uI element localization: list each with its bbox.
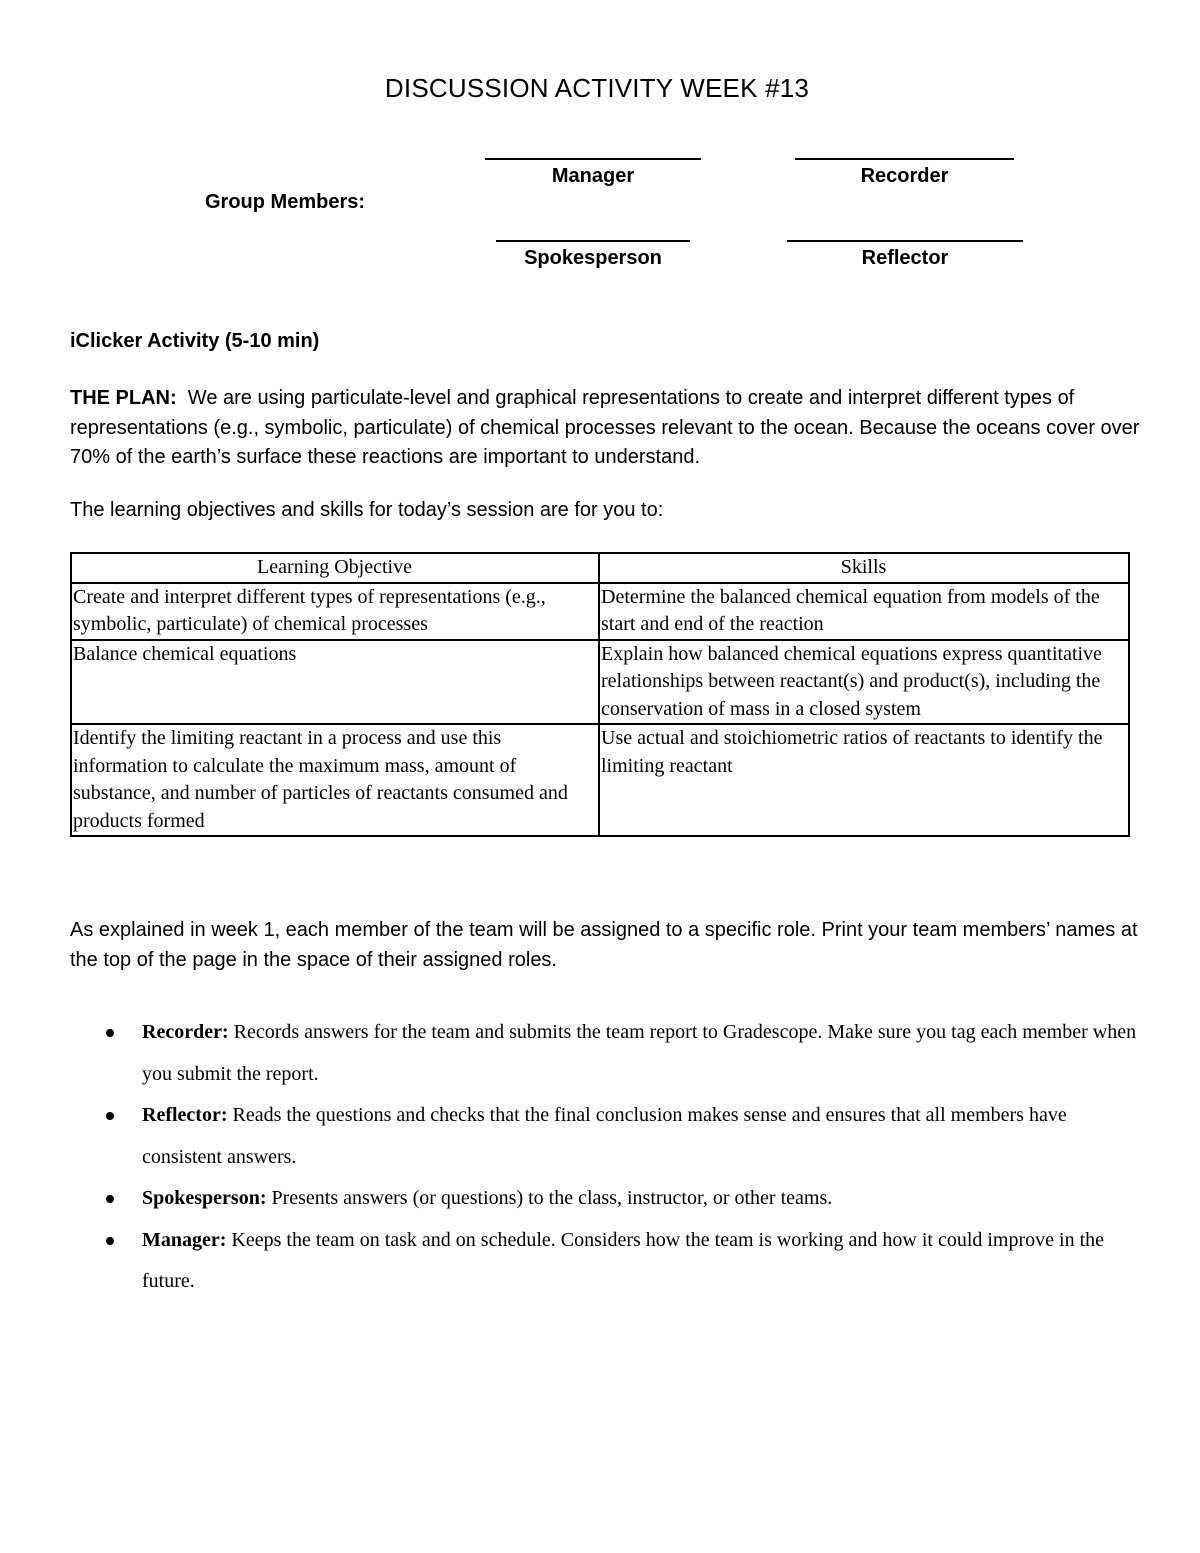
table-row <box>71 640 1129 725</box>
table-row <box>71 583 1129 640</box>
list-item-spokesperson <box>70 1178 1140 1220</box>
role-name: Recorder: <box>142 1021 229 1043</box>
skill-cell: Explain how balanced chemical equations express quantitative relationships between reactant(s) and product(s), including the conservation of mass in a closed system <box>599 640 1129 725</box>
role-description: Presents answers (or questions) to the class, instructor, or other teams. <box>271 1187 833 1209</box>
role-description: Reads the questions and checks that the final conclusion makes sense and ensures that all members have consistent answers. <box>142 1104 1067 1168</box>
iclicker-heading: iClicker Activity (5-10 min) <box>70 330 320 352</box>
objective-cell: Identify the limiting reactant in a process and use this information to calculate the maximum mass, amount of substance, and number of particles of reactants consumed and products formed <box>71 724 599 836</box>
manager-signature-line[interactable] <box>485 158 701 160</box>
bullet-icon <box>106 1195 114 1203</box>
recorder-signature-line[interactable] <box>795 158 1014 160</box>
reflector-signature-line[interactable] <box>787 240 1023 242</box>
spokesperson-signature-line[interactable] <box>496 240 690 242</box>
roles-explanation: As explained in week 1, each member of the team will be assigned to a specific role. Print your team members’ names at the top of the page in the space of their assigned roles. <box>70 919 1138 971</box>
table-row <box>71 724 1129 836</box>
table-header-row <box>71 553 1129 583</box>
role-name: Spokesperson: <box>142 1187 267 1209</box>
list-item-recorder <box>70 1012 1140 1095</box>
skill-cell: Use actual and stoichiometric ratios of reactants to identify the limiting reactant <box>599 724 1129 836</box>
role-name: Manager: <box>142 1228 227 1251</box>
role-description: Keeps the team on task and on schedule. Considers how the team is working and how it could improve in the future. <box>142 1228 1105 1292</box>
objectives-intro: The learning objectives and skills for today’s session are for you to: <box>70 499 664 521</box>
group-members-label: Group Members: <box>205 191 366 213</box>
role-description: Records answers for the team and submits the team report to Gradescope. Make sure you tag each member when you submit the report. <box>142 1021 1137 1085</box>
bullet-icon <box>106 1237 114 1245</box>
role-name: Reflector: <box>142 1104 228 1126</box>
reflector-role-label: Reflector <box>861 247 949 269</box>
bullet-icon <box>106 1029 114 1037</box>
bullet-icon <box>106 1112 114 1120</box>
plan-paragraph <box>70 384 1140 473</box>
plan-text: We are using particulate-level and graphical representations to create and interpret different types of representations (e.g., symbolic, particulate) of chemical processes relevant to the ocean. Because the oceans cover over 70% of the earth’s surface these reactions are important to understand. <box>70 387 1140 468</box>
roles-list <box>70 1012 1140 1303</box>
learning-objectives-table <box>70 552 1130 837</box>
list-item-reflector <box>70 1095 1140 1178</box>
skill-cell: Determine the balanced chemical equation from models of the start and end of the reaction <box>599 583 1129 640</box>
header-learning-objective: Learning Objective <box>71 553 599 583</box>
objective-cell: Create and interpret different types of representations (e.g., symbolic, particulate) of chemical processes <box>71 583 599 640</box>
list-item-manager <box>70 1220 1140 1303</box>
recorder-role-label: Recorder <box>860 165 949 187</box>
objective-cell: Balance chemical equations <box>71 640 599 725</box>
header-skills: Skills <box>599 553 1129 583</box>
manager-role-label: Manager <box>551 165 635 187</box>
page-title: DISCUSSION ACTIVITY WEEK #13 <box>384 73 810 103</box>
spokesperson-role-label: Spokesperson <box>524 247 662 269</box>
plan-label: THE PLAN: <box>70 387 177 409</box>
